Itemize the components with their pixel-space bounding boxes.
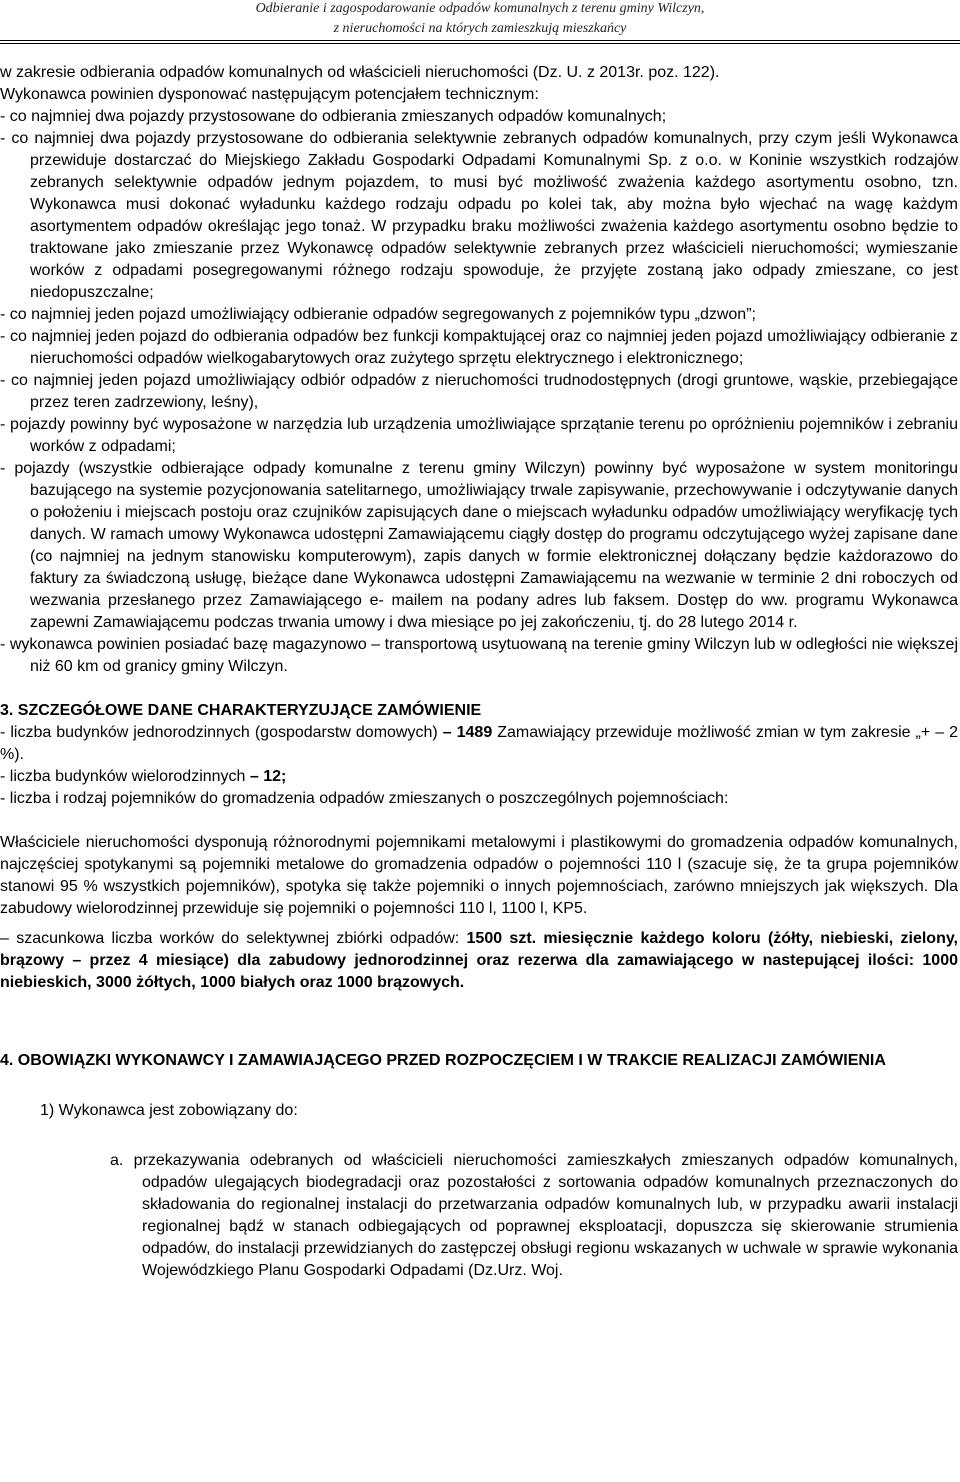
list-item-selective-waste-vehicles: - co najmniej dwa pojazdy przystosowane do odbierania selektywnie zebranych odpadów komunalnych, przy czym jeśli Wykonawca przewiduje dostarczać do Miejskiego Zakładu Gospodarki Odpadami Komunalnymi Sp. z o.o. w Koninie wszystkich rodzajów zebranych selektywnie odpadów jednym pojazdem, to musi być możliwość zważenia każdego asortymentu osobno, tzn. Wykonawca musi dokonać wyładunku każdego rodzaju odpadu po kolei tak, aby można było wjechać na wagę każdym asortymentem odpadów określając jego tonaż. W przypadku braku możliwości zważenia każdego asortymentu osobno będzie to traktowane jako zmieszanie przez Wykonawcę odpadów selektywnie zebranych przez właścicieli nieruchomości; wymieszanie worków z odpadami posegregowanymi różnego rodzaju spowoduje, że przyjęte zostaną jako odpady zmieszane, co jest niedopuszczalne;: [0, 130, 958, 301]
header-rule-top: [0, 40, 960, 41]
header-rule-bottom: [0, 43, 960, 44]
list-item-hard-access-vehicle: - co najmniej jeden pojazd umożliwiający odbiór odpadów z nieruchomości trudnodostępnych (drogi gruntowe, wąskie, przebiegające przez teren zadrzewiony, leśny),: [0, 372, 958, 411]
single-family-value: – 1489: [442, 724, 493, 741]
containers-heading: - liczba i rodzaj pojemników do gromadzenia odpadów zmieszanych o poszczególnych pojemnościach:: [0, 790, 729, 807]
list-item-bulky-waste-vehicle: - co najmniej jeden pojazd do odbierania odpadów bez funkcji kompaktującej oraz co najmniej jeden pojazd umożliwiający odbieranie z nieruchomości odpadów wielkogabarytowych oraz zużytego sprzętu elektrycznego i elektronicznego;: [0, 328, 958, 367]
paragraph-technical-potential: Wykonawca powinien dysponować następującym potencjałem technicznym:: [0, 86, 539, 103]
multi-family-value: – 12;: [249, 768, 287, 785]
section-4-title: 4. OBOWIĄZKI WYKONAWCY I ZAMAWIAJĄCEGO PRZED ROZPOCZĘCIEM I W TRAKCIE REALIZACJI ZAMÓWIENIA: [0, 1052, 886, 1069]
paragraph-regulation: w zakresie odbierania odpadów komunalnych od właścicieli nieruchomości (Dz. U. z 2013r. poz. 122).: [0, 64, 720, 81]
list-item-cleaning-tools: - pojazdy powinny być wyposażone w narzędzia lub urządzenia umożliwiające sprzątanie terenu po opróżnieniu pojemników i zebraniu worków z odpadami;: [0, 416, 958, 455]
list-item-gps-monitoring: - pojazdy (wszystkie odbierające odpady komunalne z terenu gminy Wilczyn) powinny być wyposażone w system monitoringu bazującego na systemie pozycjonowania satelitarnego, umożliwiający trwale zapisywanie, przechowywanie i odczytywanie danych o położeniu i miejscach postoju oraz czujników zapisujących dane o miejscach wyładunku odpadów umożliwiający weryfikację tych danych. W ramach umowy Wykonawca udostępni Zamawiającemu ciągły dostęp do programu odczytującego wyżej zapisane dane (co najmniej na jednym stanowisku komputerowym), zapis danych w formie elektronicznej dołączany będzie każdorazowo do faktury za świadczoną usługę, bieżące dane Wykonawca udostępni Zamawiającemu na wezwanie w terminie 2 dni roboczych od wezwania przesłanego przez Zamawiającego e- mailem na podany adres lub faksem. Dostęp do ww. programu Wykonawca zapewni Zamawiającemu podczas trwania umowy i dwa miesiące po jej zakończeniu, tj. do 28 lutego 2014 r.: [0, 460, 958, 631]
contractor-obligations-heading: 1) Wykonawca jest zobowiązany do:: [40, 1102, 298, 1119]
single-family-count: - liczba budynków jednorodzinnych (gospodarstw domowych) – 1489 Zamawiający przewiduje możliwość zmian w tym zakresie „+ – 2 %).: [0, 724, 959, 763]
document-body: [0, 62, 958, 1282]
paragraph-bags: – szacunkowa liczba worków do selektywnej zbiórki odpadów: 1500 szt. miesięcznie każdego koloru (żółty, niebieski, zielony, brązowy – przez 4 miesiące) dla zabudowy jednorodzinnej oraz rezerwa dla zamawiającego w nastepującej ilości: 1000 niebieskich, 3000 żółtych, 1000 białych oraz 1000 brązowych.: [0, 930, 958, 991]
obligation-item-a: a. przekazywania odebranych od właścicieli nieruchomości zamieszkałych zmieszanych odpadów komunalnych, odpadów ulegających biodegradacji oraz pozostałości z sortowania odpadów komunalnych przeznaczonych do składowania do regionalnej instalacji do przetwarzania odpadów komunalnych lub, w przypadku awarii instalacji regionalnej bądź w stanach odbiegających od poprawnej eksploatacji, dopuszcza się skierowanie strumienia odpadów, do instalacji przewidzianych do zastępczej obsługi regionu wskazanych w uchwale w sprawie wykonania Wojewódzkiego Planu Gospodarki Odpadami (Dz.Urz. Woj.: [110, 1152, 958, 1279]
multi-family-count: - liczba budynków wielorodzinnych – 12;: [0, 768, 287, 785]
page-header: [0, 0, 960, 42]
header-line-2: z nieruchomości na których zamieszkują mieszkańcy: [333, 21, 627, 36]
list-item-warehouse-base: - wykonawca powinien posiadać bazę magazynowo – transportową usytuowaną na terenie gminy Wilczyn lub w odległości nie większej niż 60 km od granicy gminy Wilczyn.: [0, 636, 958, 675]
paragraph-containers: Właściciele nieruchomości dysponują różnorodnymi pojemnikami metalowymi i plastikowymi do gromadzenia odpadów komunalnych, najczęściej spotykanymi są pojemniki metalowe do gromadzenia odpadów o pojemności 110 l (szacuje się, że ta grupa pojemników stanowi 95 % wszystkich pojemników), spotyka się także pojemniki o innych pojemnościach, zarówno mniejszych jak większych. Dla zabudowy wielorodzinnej przewiduje się pojemniki o pojemności 110 l, 1100 l, KP5.: [0, 834, 958, 917]
header-line-1: Odbieranie i zagospodarowanie odpadów komunalnych z terenu gminy Wilczyn,: [255, 1, 705, 16]
list-item-mixed-waste-vehicles: - co najmniej dwa pojazdy przystosowane do odbierania zmieszanych odpadów komunalnych;: [0, 108, 667, 125]
section-3-title: 3. SZCZEGÓŁOWE DANE CHARAKTERYZUJĄCE ZAMÓWIENIE: [0, 702, 482, 719]
list-item-bell-container-vehicle: - co najmniej jeden pojazd umożliwiający odbieranie odpadów segregowanych z pojemników typu „dzwon”;: [0, 306, 756, 323]
